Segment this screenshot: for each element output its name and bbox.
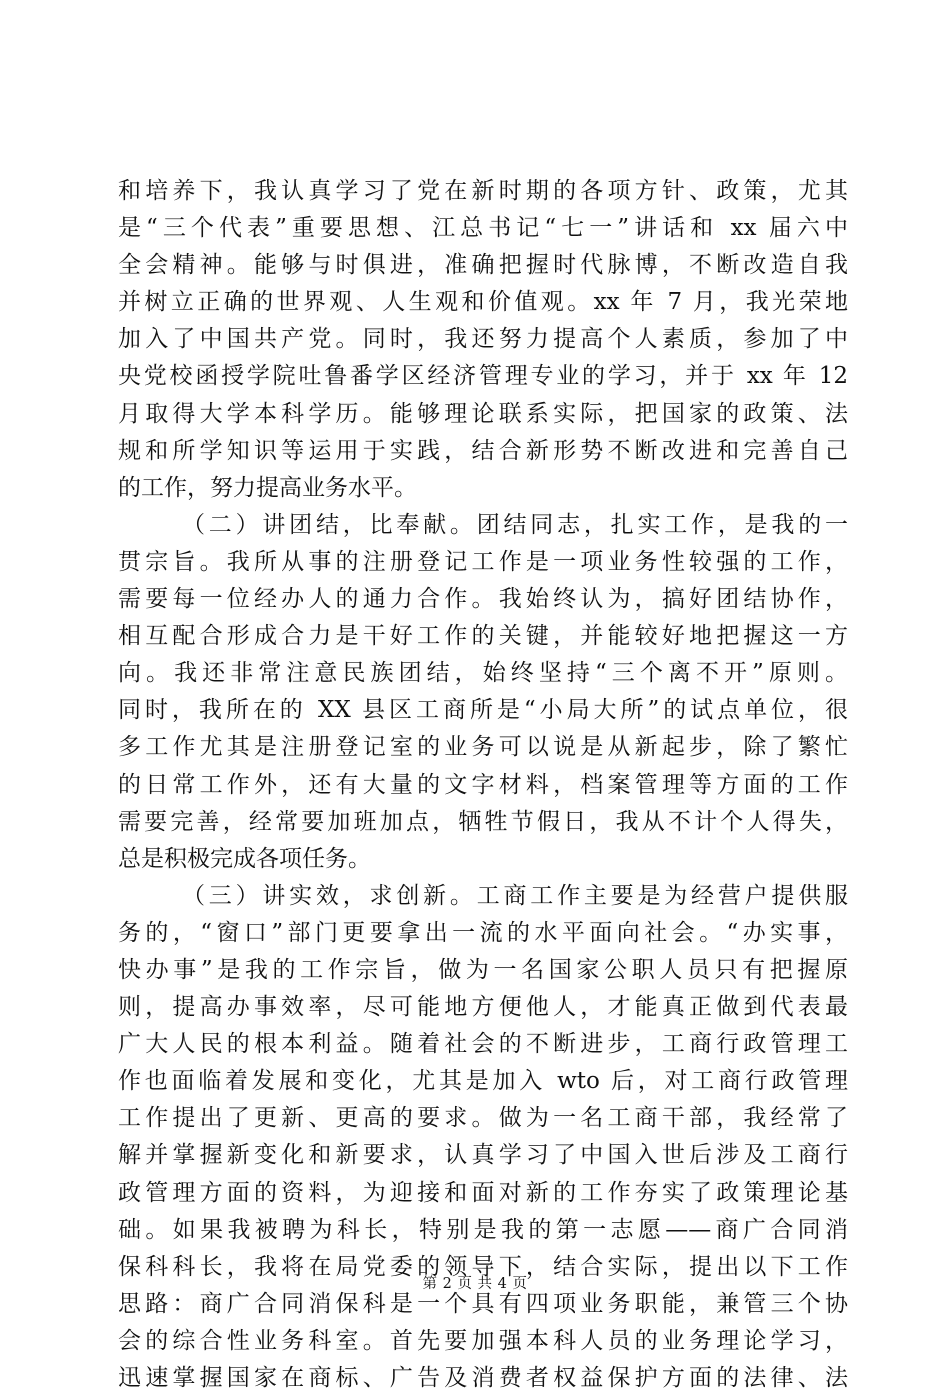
text-line: 工作提出了更新、更高的要求。做为一名工商干部，我经常了 (118, 1105, 848, 1132)
text-line: 政管理方面的资料，为迎接和面对新的工作夯实了政策理论基 (118, 1179, 848, 1206)
text-line: 多工作尤其是注册登记室的业务可以说是从新起步，除了繁忙 (118, 734, 848, 761)
text-line: 总是积极完成各项任务。 (118, 845, 371, 872)
paragraph-start-line: （三）讲实效，求创新。工商工作主要是为经营户提供服 (182, 882, 848, 909)
text-line: 则，提高办事效率，尽可能地方便他人，才能真正做到代表最 (118, 994, 848, 1021)
text-line: 广大人民的根本利益。随着社会的不断进步，工商行政管理工 (118, 1031, 848, 1058)
text-line: 思路：商广合同消保科是一个具有四项业务职能，兼管三个协 (118, 1290, 848, 1317)
text-line: 务的，“窗口”部门更要拿出一流的水平面向社会。“办实事， (118, 919, 848, 946)
text-line: 规和所学知识等运用于实践，结合新形势不断改进和完善自己 (118, 437, 848, 464)
text-line: 全会精神。能够与时俱进，准确把握时代脉博，不断改造自我 (118, 252, 848, 279)
text-line: 需要完善，经常要加班加点，牺牲节假日，我从不计个人得失， (118, 808, 848, 835)
text-line: 会的综合性业务科室。首先要加强本科人员的业务理论学习， (118, 1327, 848, 1354)
text-line: 础。如果我被聘为科长，特别是我的第一志愿——商广合同消 (118, 1216, 848, 1243)
text-line: 央党校函授学院吐鲁番学区经济管理专业的学习，并于 xx 年 12 (118, 363, 848, 390)
text-line: 迅速掌握国家在商标、广告及消费者权益保护方面的法律、法 (118, 1365, 848, 1391)
text-line: 加入了中国共产党。同时，我还努力提高个人素质，参加了中 (118, 326, 848, 353)
text-line: 向。我还非常注意民族团结，始终坚持“三个离不开”原则。 (118, 660, 848, 687)
text-line: 相互配合形成合力是干好工作的关键，并能较好地把握这一方 (118, 623, 848, 650)
text-line: 并树立正确的世界观、人生观和价值观。xx 年 7 月，我光荣地 (118, 289, 848, 316)
text-line: 作也面临着发展和变化，尤其是加入 wto 后，对工商行政管理 (118, 1068, 848, 1095)
text-line: 保科科长，我将在局党委的领导下，结合实际，提出以下工作 (118, 1253, 848, 1280)
page-number-footer: 第 2 页 共 4 页 (422, 1276, 528, 1292)
text-line: 月取得大学本科学历。能够理论联系实际，把国家的政策、法 (118, 400, 848, 427)
text-line: 需要每一位经办人的通力合作。我始终认为，搞好团结协作， (118, 586, 848, 613)
paragraph-start-line: （二）讲团结，比奉献。团结同志，扎实工作，是我的一 (182, 511, 848, 538)
text-line: 和培养下，我认真学习了党在新时期的各项方针、政策，尤其 (118, 178, 848, 204)
text-line: 贯宗旨。我所从事的注册登记工作是一项业务性较强的工作， (118, 548, 848, 575)
text-line: 同时，我所在的 XX 县区工商所是“小局大所”的试点单位，很 (118, 697, 848, 724)
text-line: 的工作，努力提高业务水平。 (118, 474, 417, 501)
text-line: 的日常工作外，还有大量的文字材料，档案管理等方面的工作 (118, 771, 848, 798)
body-text (118, 173, 848, 1397)
text-line: 是“三个代表”重要思想、江总书记“七一”讲话和 xx 届六中 (118, 215, 848, 242)
text-line: 快办事”是我的工作宗旨，做为一名国家公职人员只有把握原 (118, 956, 848, 983)
text-line: 解并掌握新变化和新要求，认真学习了中国入世后涉及工商行 (118, 1142, 848, 1169)
